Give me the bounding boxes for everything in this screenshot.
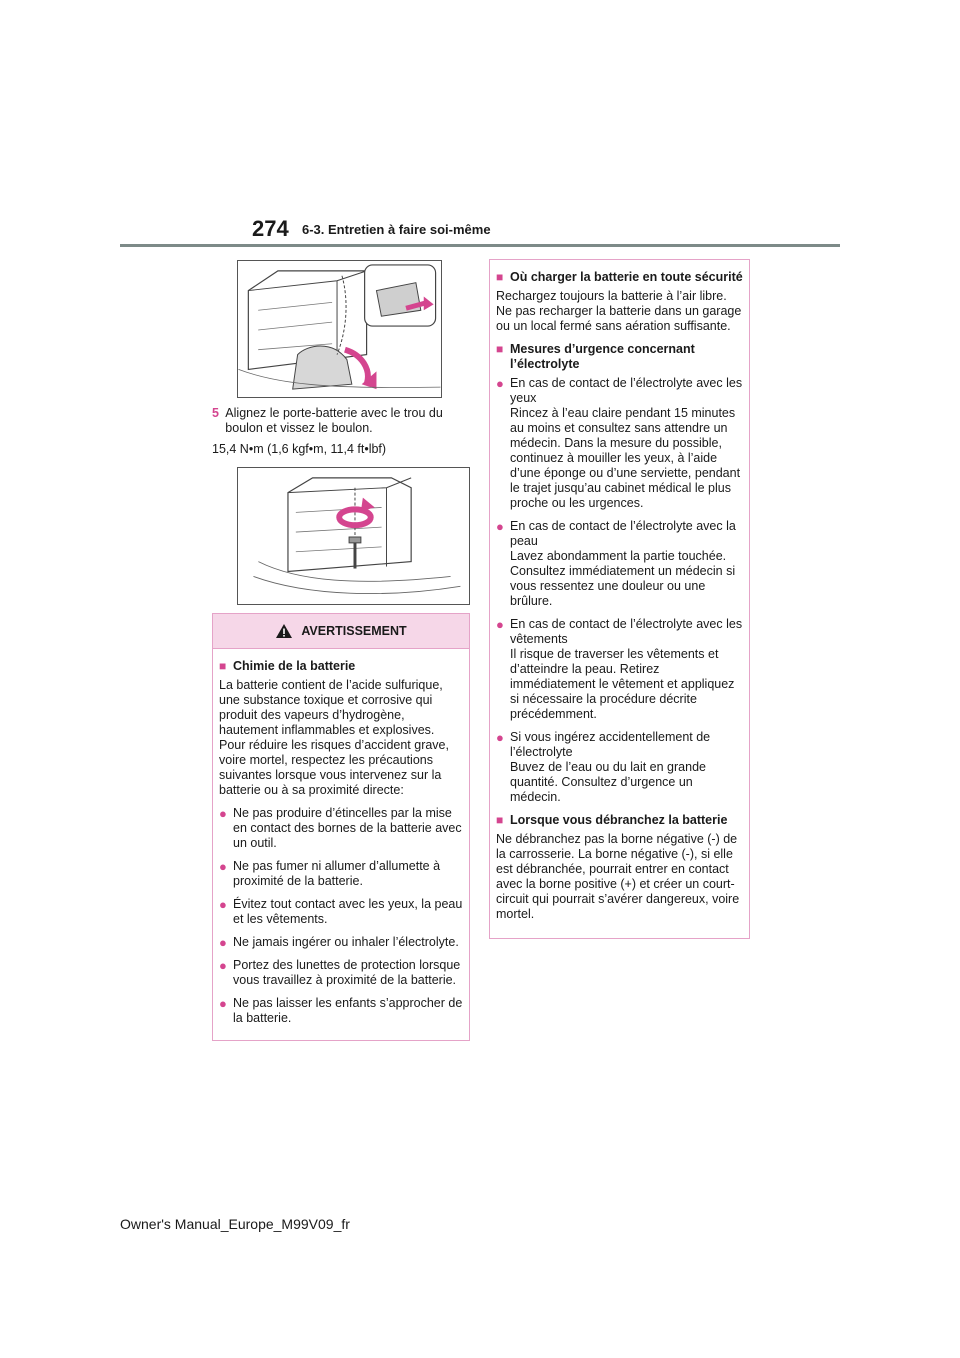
square-marker-icon: ■ bbox=[496, 813, 504, 827]
bolt-tightening-drawing bbox=[238, 468, 469, 604]
warning-header bbox=[213, 614, 469, 649]
bullet-icon: ● bbox=[496, 730, 504, 745]
warning-box bbox=[212, 613, 470, 1041]
bolt-tightening-illustration bbox=[237, 467, 470, 605]
heading-electrolyte-emergency: ■ Mesures d’urgence concernant l’électrolyte bbox=[496, 342, 695, 371]
list-item: ● En cas de contact de l’électrolyte avec les vêtements Il risque de traverser les vêtements et d’atteindre la peau. Retirez immédiatement le vêtement et appliquez si nécessaire la procédure décrite précédemment. bbox=[496, 617, 743, 721]
warning-body bbox=[213, 649, 469, 1040]
header-rule bbox=[120, 244, 840, 247]
list-item: ● Évitez tout contact avec les yeux, la peau et les vêtements. bbox=[219, 897, 463, 926]
page-number: 274 bbox=[252, 216, 289, 241]
bullet-icon: ● bbox=[496, 519, 504, 534]
section-title: 6-3. Entretien à faire soi-même bbox=[302, 222, 491, 237]
battery-holder-drawing bbox=[238, 261, 441, 397]
battery-holder-illustration bbox=[237, 260, 442, 398]
list-item: ● Si vous ingérez accidentellement de l’électrolyte Buvez de l’eau ou du lait en grande quantité. Consultez d’urgence un médecin. bbox=[496, 730, 711, 804]
heading-disconnecting-battery: ■ Lorsque vous débranchez la batterie bbox=[496, 813, 728, 827]
list-item: ● Ne pas laisser les enfants s’approcher de la batterie. bbox=[219, 996, 463, 1025]
bullet-icon: ● bbox=[219, 958, 227, 973]
left-column bbox=[212, 260, 470, 1041]
bullet-icon: ● bbox=[219, 996, 227, 1011]
charging-location-text: Rechargez toujours la batterie à l’air libre. Ne pas recharger la batterie dans un garage ou un local fermé sans aération suffisante. bbox=[496, 289, 742, 333]
list-item: ● Ne pas produire d’étincelles par la mise en contact des bornes de la batterie avec un outil. bbox=[219, 806, 462, 850]
warning-title: AVERTISSEMENT bbox=[301, 624, 407, 638]
square-marker-icon: ■ bbox=[496, 270, 504, 284]
list-item: ● En cas de contact de l’électrolyte avec les yeux Rincez à l’eau claire pendant 15 minutes au moins et consultez sans attendre un médecin. Dans la mesure du possible, continuez à mouiller les yeux, à l’aide d’une éponge ou d’une serviette, pendant le trajet jusqu’au cabinet médical le plus proche ou les urgences. bbox=[496, 376, 743, 510]
info-box bbox=[489, 259, 750, 939]
list-item: ● Ne pas fumer ni allumer d’allumette à proximité de la batterie. bbox=[219, 859, 441, 888]
bullet-icon: ● bbox=[219, 935, 227, 950]
footer-text: Owner's Manual_Europe_M99V09_fr bbox=[120, 1216, 350, 1232]
bullet-icon: ● bbox=[496, 376, 504, 391]
bullet-icon: ● bbox=[496, 617, 504, 632]
square-marker-icon: ■ bbox=[219, 659, 227, 673]
warning-heading: ■ Chimie de la batterie bbox=[219, 659, 356, 673]
warning-intro: La batterie contient de l’acide sulfurique, une substance toxique et corrosive qui produit des vapeurs d’hydrogène, hautement inflammables et explosives. Pour réduire les risques d’accident grave, voire mortel, respectez les précautions suivantes lorsque vous intervenez sur la batterie ou à sa proximité directe: bbox=[219, 678, 449, 797]
right-column bbox=[489, 259, 750, 939]
disconnecting-battery-text: Ne débranchez pas la borne négative (-) de la carrosserie. La borne négative (-), si elle est débranchée, pourrait entrer en contact avec la borne positive (+) et créer un court-circuit qui pourrait s’avérer dangereux, voire mortel. bbox=[496, 832, 740, 921]
bullet-icon: ● bbox=[219, 897, 227, 912]
square-marker-icon: ■ bbox=[496, 342, 504, 356]
heading-charging-location: ■ Où charger la batterie en toute sécurité bbox=[496, 270, 743, 284]
step-text: Alignez le porte-batterie avec le trou du boulon et vissez le boulon. bbox=[225, 406, 443, 435]
torque-spec: 15,4 N•m (1,6 kgf•m, 11,4 ft•lbf) bbox=[212, 442, 387, 456]
list-item: ● En cas de contact de l’électrolyte avec la peau Lavez abondamment la partie touchée. Consultez immédiatement un médecin si vous ressentez une douleur ou une brûlure. bbox=[496, 519, 736, 608]
warning-triangle-icon bbox=[275, 623, 293, 639]
bullet-icon: ● bbox=[219, 806, 227, 821]
step-number: 5 bbox=[212, 406, 219, 420]
list-item: ● Ne jamais ingérer ou inhaler l’électrolyte. bbox=[219, 935, 459, 950]
list-item: ● Portez des lunettes de protection lorsque vous travaillez à proximité de la batterie. bbox=[219, 958, 461, 987]
step-5 bbox=[212, 406, 470, 436]
bullet-icon: ● bbox=[219, 859, 227, 874]
